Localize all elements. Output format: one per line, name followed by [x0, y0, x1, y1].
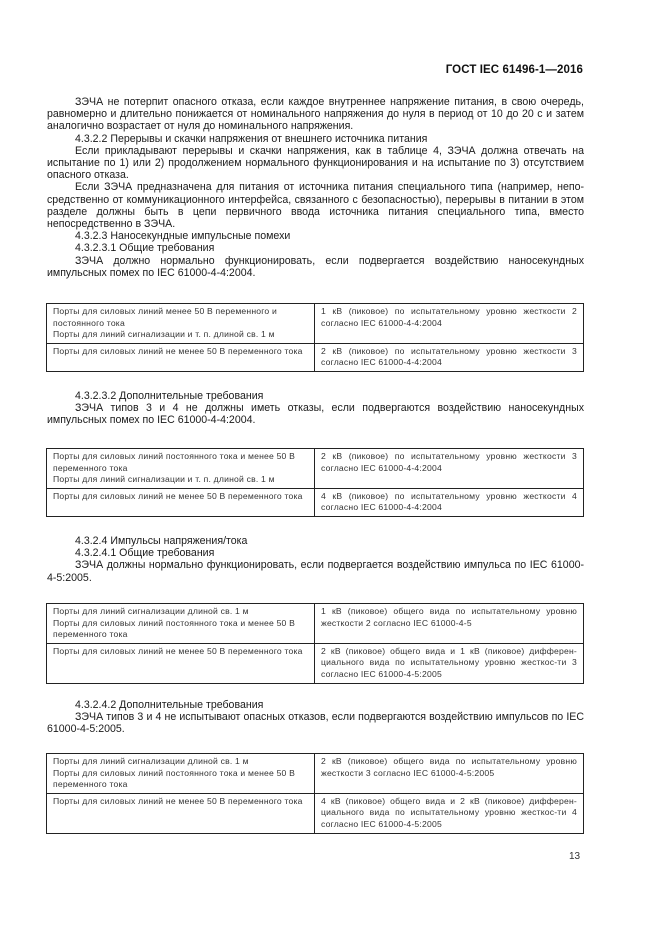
table-nanosecond-general	[46, 303, 584, 372]
table-row	[47, 343, 584, 371]
table-cell-level: 2 кВ (пиковое) по испытательному уровню жесткости 3 согласно IEC 61000-4-4:2004	[315, 343, 584, 371]
table-cell-ports: Порты для силовых линий менее 50 В переменного и постоянного тока Порты для линий сигнализации и т. п. длиной св. 1 м	[47, 304, 315, 344]
section-heading: 4.3.2.2 Перерывы и скачки напряжения от внешнего источника питания	[75, 132, 428, 145]
text-block-1	[47, 96, 584, 279]
paragraph: Если прикладывают перерывы и скачки напряжения, как в таблице 4, ЗЭЧА должна отвечать на испытание по 1) или 2) продолжением нормального функционирования и на испытание по 3) отсутствием опасного отказа.	[47, 144, 584, 182]
paragraph: Если ЗЭЧА предназначена для питания от источника питания специального типа (например, непо-средственно от коммуникационного интерфейса, связанного с безопасностью), перерывы в питании в этом разделе должны быть в цепи первичного ввода источника питания специального типа, вместо непосредственно в ЗЭЧА.	[47, 181, 584, 231]
table-surge-additional	[46, 753, 584, 834]
text-block-3	[47, 535, 584, 584]
table-row	[47, 754, 584, 794]
page-number: 13	[569, 851, 581, 862]
table-cell-ports: Порты для линий сигнализации длиной св. 1 м Порты для силовых линий постоянного тока и менее 50 В переменного тока	[47, 604, 315, 644]
table-nanosecond-additional	[46, 448, 584, 517]
table-cell-ports: Порты для силовых линий не менее 50 В переменного тока	[47, 343, 315, 371]
section-heading: 4.3.2.4 Импульсы напряжения/тока	[75, 535, 248, 547]
section-heading: 4.3.2.4.1 Общие требования	[75, 547, 215, 560]
paragraph: ЗЭЧА должны нормально функционировать, если подвергается воздействию импульса по IEC 61000-4-5:2005.	[47, 559, 584, 584]
section-heading: 4.3.2.3 Наносекундные импульсные помехи	[75, 230, 291, 243]
table-row	[47, 488, 584, 516]
table-cell-level: 2 кВ (пиковое) общего вида и 1 кВ (пиковое) дифферен-циального вида по испытательному уровню жесткос-ти 3 согласно IEC 61000-4-5:2005	[315, 643, 584, 683]
table-cell-ports: Порты для силовых линий не менее 50 В переменного тока	[47, 793, 315, 833]
document-header: ГОСТ IEC 61496-1—2016	[445, 64, 583, 76]
paragraph: ЗЭЧА типов 3 и 4 не испытывают опасных отказов, если подвергаются воздействию импульсов по IEC 61000-4-5:2005.	[47, 711, 584, 736]
table-cell-level: 4 кВ (пиковое) по испытательному уровню жесткости 4 согласно IEC 61000-4-4:2004	[315, 488, 584, 516]
table-cell-level: 1 кВ (пиковое) по испытательному уровню жесткости 2 согласно IEC 61000-4-4:2004	[315, 304, 584, 344]
table-cell-ports: Порты для силовых линий постоянного тока и менее 50 В переменного тока Порты для линий сигнализации и т. п. длиной св. 1 м	[47, 449, 315, 489]
table-surge-general	[46, 603, 584, 684]
paragraph: ЗЭЧА не потерпит опасного отказа, если каждое внутреннее напряжение питания, в свою очередь, равномерно и длительно понижается от номинального напряжения до нуля в период от 10 до 20 с и затем аналогично возрастает от нуля до номинального напряжения.	[47, 96, 584, 133]
table-row	[47, 643, 584, 683]
text-block-4	[47, 699, 584, 736]
paragraph: ЗЭЧА типов 3 и 4 не должны иметь отказы, если подвергаются воздействию наносекундных импульсных помех по IEC 61000-4-4:2004.	[47, 402, 584, 427]
section-heading: 4.3.2.3.1 Общие требования	[75, 242, 215, 255]
table-row	[47, 604, 584, 644]
paragraph: ЗЭЧА должно нормально функционировать, если подвергается воздействию наносекундных импульсных помех по IEC 61000-4-4:2004.	[47, 254, 584, 279]
table-cell-ports: Порты для силовых линий не менее 50 В переменного тока	[47, 643, 315, 683]
table-row	[47, 793, 584, 833]
section-heading: 4.3.2.4.2 Дополнительные требования	[75, 699, 264, 711]
table-cell-level: 2 кВ (пиковое) общего вида по испытательному уровню жесткости 3 согласно IEC 61000-4-5:2005	[315, 754, 584, 794]
table-cell-level: 4 кВ (пиковое) общего вида и 2 кВ (пиковое) дифферен-циального вида по испытательному уровню жесткос-ти 4 согласно IEC 61000-4-5:2005	[315, 793, 584, 833]
text-block-2	[47, 390, 584, 427]
table-cell-ports: Порты для силовых линий не менее 50 В переменного тока	[47, 488, 315, 516]
section-heading: 4.3.2.3.2 Дополнительные требования	[75, 390, 264, 402]
table-row	[47, 449, 584, 489]
table-cell-level: 2 кВ (пиковое) по испытательному уровню жесткости 3 согласно IEC 61000-4-4:2004	[315, 449, 584, 489]
table-cell-level: 1 кВ (пиковое) общего вида по испытательному уровню жесткости 2 согласно IEC 61000-4-5	[315, 604, 584, 644]
table-row	[47, 304, 584, 344]
table-cell-ports: Порты для линий сигнализации длиной св. 1 м Порты для силовых линий постоянного тока и менее 50 В переменного тока	[47, 754, 315, 794]
